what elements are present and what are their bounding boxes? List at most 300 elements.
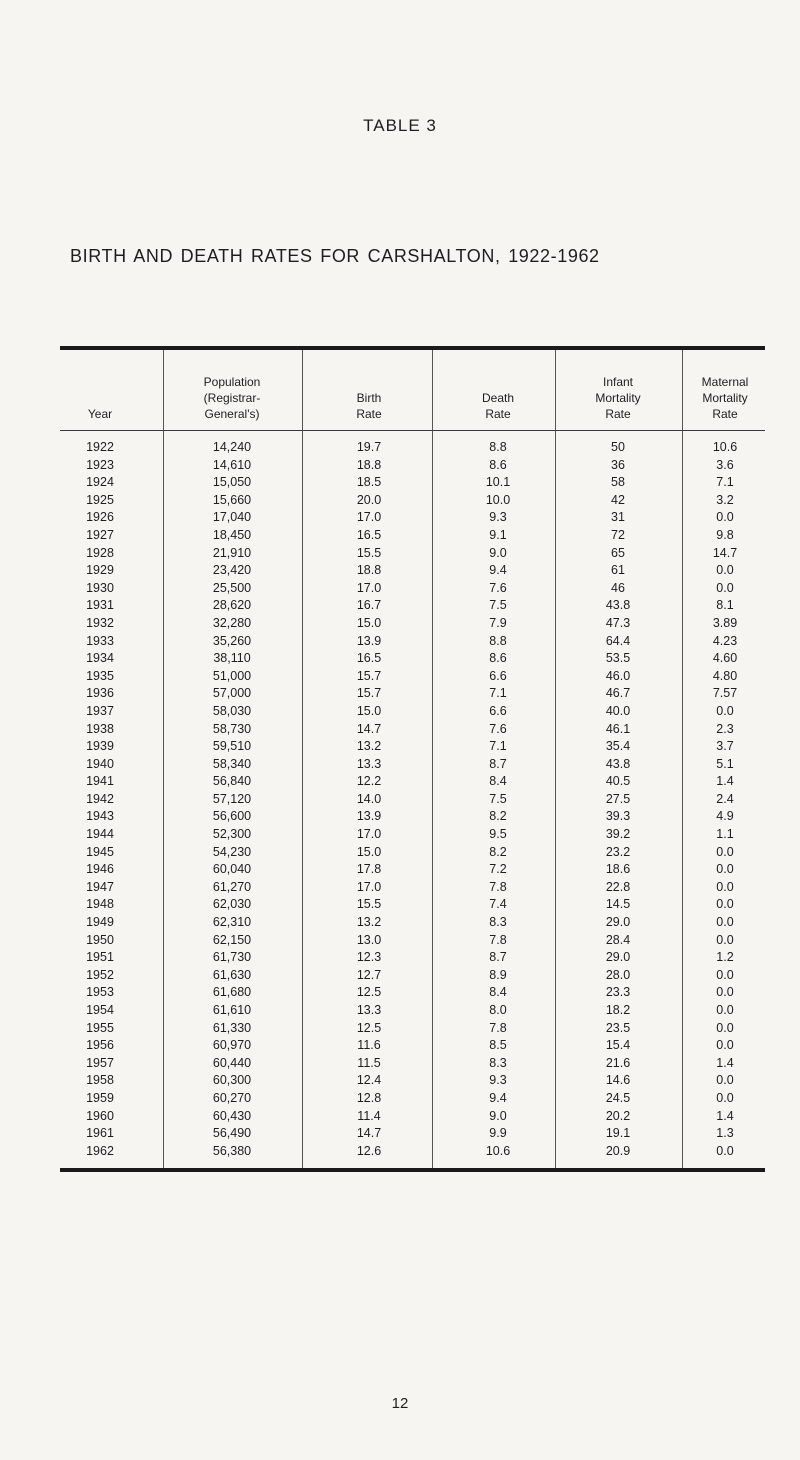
cell-maternal-mortality: 1.1: [716, 827, 734, 842]
cell-year: 1922: [86, 440, 114, 454]
cell-population: 58,730: [212, 721, 252, 736]
cell-year: 1950: [86, 932, 114, 947]
cell-birth-rate: 12.2: [356, 774, 382, 789]
cell-infant-mortality: 46: [611, 580, 625, 595]
rates-table: [60, 346, 765, 1172]
cell-death-rate: 9.0: [489, 1108, 507, 1123]
cell-population: 61,680: [212, 985, 252, 1000]
cell-maternal-mortality: 0.0: [716, 985, 734, 1000]
cell-maternal-mortality: 7.57: [712, 686, 738, 701]
cell-birth-rate: 18.8: [356, 457, 382, 472]
cell-infant-mortality: 50: [611, 440, 625, 454]
cell-maternal-mortality: 14.7: [712, 545, 738, 560]
cell-infant-mortality: 31: [611, 510, 625, 525]
cell-population: 62,150: [212, 932, 252, 947]
column-header-line: Population: [203, 375, 261, 389]
cell-population: 62,030: [212, 897, 252, 912]
table-row: [60, 492, 765, 510]
cell-birth-rate: 20.0: [356, 492, 382, 507]
column-header-death-rate: [438, 390, 558, 422]
cell-death-rate: 8.4: [489, 774, 507, 789]
cell-death-rate: 7.8: [489, 1020, 507, 1035]
cell-year: 1961: [86, 1126, 114, 1141]
column-header-line: Maternal: [701, 375, 749, 389]
cell-birth-rate: 13.9: [356, 633, 382, 648]
column-header-line: Death: [481, 391, 515, 405]
cell-infant-mortality: 39.3: [605, 809, 631, 824]
cell-infant-mortality: 18.2: [605, 1003, 631, 1017]
cell-population: 60,270: [212, 1090, 252, 1105]
cell-death-rate: 7.2: [489, 862, 507, 877]
column-header-infant-mortality: [558, 374, 678, 422]
cell-maternal-mortality: 4.80: [712, 668, 738, 683]
cell-death-rate: 7.5: [489, 598, 507, 613]
cell-maternal-mortality: 0.0: [716, 1038, 734, 1053]
cell-year: 1962: [86, 1143, 114, 1158]
cell-population: 52,300: [212, 827, 252, 842]
cell-death-rate: 10.0: [485, 492, 511, 507]
cell-birth-rate: 18.5: [356, 475, 382, 490]
cell-birth-rate: 13.2: [356, 915, 382, 930]
cell-population: 60,440: [212, 1055, 252, 1070]
cell-death-rate: 8.0: [489, 1003, 507, 1017]
table-row: [60, 474, 765, 492]
cell-population: 25,500: [212, 580, 252, 595]
cell-birth-rate: 11.6: [357, 1038, 381, 1053]
cell-maternal-mortality: 1.2: [716, 950, 734, 965]
cell-population: 61,270: [212, 879, 252, 894]
table-row: [60, 1020, 765, 1038]
cell-population: 28,620: [212, 598, 252, 613]
cell-birth-rate: 15.0: [356, 615, 382, 630]
table-row: [60, 861, 765, 879]
cell-maternal-mortality: 0.0: [716, 862, 734, 877]
cell-infant-mortality: 28.4: [605, 932, 631, 947]
cell-birth-rate: 18.8: [356, 563, 382, 578]
cell-birth-rate: 15.0: [356, 703, 382, 718]
cell-maternal-mortality: 0.0: [716, 1020, 734, 1035]
cell-maternal-mortality: 4.23: [712, 633, 738, 648]
column-header-line: Rate: [605, 407, 631, 421]
cell-death-rate: 6.6: [489, 668, 507, 683]
cell-population: 32,280: [212, 615, 252, 630]
cell-infant-mortality: 46.1: [605, 721, 631, 736]
cell-maternal-mortality: 0.0: [716, 580, 734, 595]
cell-death-rate: 7.1: [489, 686, 507, 701]
cell-year: 1940: [86, 756, 114, 771]
cell-year: 1928: [86, 545, 114, 560]
cell-infant-mortality: 23.2: [605, 844, 631, 859]
cell-population: 62,310: [212, 915, 252, 930]
cell-death-rate: 8.8: [489, 440, 507, 454]
cell-infant-mortality: 24.5: [605, 1090, 631, 1105]
cell-birth-rate: 12.8: [356, 1090, 382, 1105]
cell-infant-mortality: 14.6: [605, 1073, 631, 1088]
cell-maternal-mortality: 1.3: [716, 1126, 734, 1141]
column-header-line: Rate: [712, 407, 738, 421]
cell-maternal-mortality: 4.9: [716, 809, 734, 824]
cell-year: 1932: [86, 615, 114, 630]
table-body: [60, 431, 765, 1168]
cell-population: 57,120: [212, 791, 252, 806]
cell-death-rate: 7.4: [489, 897, 507, 912]
cell-year: 1935: [86, 668, 114, 683]
cell-birth-rate: 12.3: [356, 950, 382, 965]
cell-population: 17,040: [212, 510, 252, 525]
cell-population: 54,230: [212, 844, 252, 859]
cell-population: 61,610: [212, 1003, 252, 1017]
cell-year: 1943: [86, 809, 114, 824]
column-header-birth-rate: [309, 390, 429, 422]
cell-maternal-mortality: 3.7: [716, 739, 734, 754]
table-row: [60, 633, 765, 651]
cell-birth-rate: 15.5: [356, 897, 382, 912]
cell-birth-rate: 15.5: [356, 545, 382, 560]
cell-year: 1951: [86, 950, 114, 965]
table-row: [60, 685, 765, 703]
cell-year: 1934: [86, 651, 114, 666]
cell-year: 1939: [86, 739, 114, 754]
cell-infant-mortality: 36: [611, 457, 625, 472]
cell-year: 1923: [86, 457, 114, 472]
table-row: [60, 932, 765, 950]
table-row: [60, 457, 765, 475]
table-row: [60, 509, 765, 527]
table-bottom-rule: [60, 1168, 765, 1172]
cell-maternal-mortality: 0.0: [716, 932, 734, 947]
table-row: [60, 844, 765, 862]
cell-birth-rate: 19.7: [356, 440, 382, 454]
cell-death-rate: 7.6: [489, 721, 507, 736]
cell-infant-mortality: 65: [611, 545, 625, 560]
cell-infant-mortality: 23.3: [605, 985, 631, 1000]
table-row: [60, 914, 765, 932]
cell-maternal-mortality: 5.1: [716, 756, 734, 771]
cell-death-rate: 10.1: [485, 475, 511, 490]
cell-year: 1949: [86, 915, 114, 930]
table-row: [60, 1072, 765, 1090]
table-row: [60, 1125, 765, 1143]
table-row: [60, 650, 765, 668]
cell-population: 61,730: [212, 950, 252, 965]
cell-population: 21,910: [212, 545, 252, 560]
cell-year: 1926: [86, 510, 114, 525]
cell-birth-rate: 17.0: [356, 510, 382, 525]
cell-maternal-mortality: 1.4: [716, 1108, 734, 1123]
table-row: [60, 879, 765, 897]
cell-infant-mortality: 20.2: [605, 1108, 631, 1123]
cell-infant-mortality: 14.5: [605, 897, 631, 912]
cell-death-rate: 8.7: [489, 756, 507, 771]
cell-maternal-mortality: 0.0: [716, 844, 734, 859]
table-row: [60, 738, 765, 756]
column-header-line: Mortality: [702, 391, 748, 405]
cell-population: 60,970: [212, 1038, 252, 1053]
cell-year: 1941: [86, 774, 114, 789]
cell-year: 1957: [86, 1055, 114, 1070]
cell-year: 1931: [86, 598, 114, 613]
column-header-line: Mortality: [595, 391, 641, 405]
cell-infant-mortality: 21.6: [605, 1055, 631, 1070]
cell-population: 15,660: [212, 492, 252, 507]
cell-infant-mortality: 20.9: [605, 1143, 631, 1158]
cell-death-rate: 9.1: [489, 527, 507, 542]
cell-population: 51,000: [212, 668, 252, 683]
header-column-divider: [432, 350, 433, 430]
cell-population: 23,420: [212, 563, 252, 578]
cell-maternal-mortality: 2.3: [716, 721, 734, 736]
cell-year: 1955: [86, 1020, 114, 1035]
cell-year: 1958: [86, 1073, 114, 1088]
cell-year: 1936: [86, 686, 114, 701]
cell-birth-rate: 11.4: [357, 1108, 381, 1123]
table-number: TABLE 3: [363, 116, 437, 135]
table-row: [60, 439, 765, 457]
cell-year: 1956: [86, 1038, 114, 1053]
cell-year: 1933: [86, 633, 114, 648]
cell-population: 38,110: [213, 651, 251, 666]
cell-death-rate: 9.4: [489, 563, 507, 578]
cell-birth-rate: 11.5: [357, 1055, 381, 1070]
cell-population: 56,380: [212, 1143, 252, 1158]
cell-death-rate: 7.9: [489, 615, 507, 630]
cell-population: 35,260: [212, 633, 252, 648]
column-header-line: Year: [87, 407, 113, 421]
cell-infant-mortality: 27.5: [605, 791, 631, 806]
cell-death-rate: 8.6: [489, 651, 507, 666]
cell-infant-mortality: 29.0: [605, 950, 631, 965]
cell-population: 14,610: [212, 457, 252, 472]
cell-infant-mortality: 18.6: [605, 862, 631, 877]
table-row: [60, 1108, 765, 1126]
cell-birth-rate: 16.5: [356, 651, 382, 666]
cell-infant-mortality: 35.4: [605, 739, 631, 754]
cell-birth-rate: 13.3: [356, 756, 382, 771]
cell-maternal-mortality: 0.0: [716, 1073, 734, 1088]
cell-death-rate: 8.6: [489, 457, 507, 472]
column-header-line: (Registrar-: [203, 391, 261, 405]
header-column-divider: [163, 350, 164, 430]
cell-year: 1925: [86, 492, 114, 507]
cell-death-rate: 9.5: [489, 827, 507, 842]
table-heading: BIRTH AND DEATH RATES FOR CARSHALTON, 1922-1962: [70, 246, 600, 266]
cell-death-rate: 9.9: [489, 1126, 507, 1141]
cell-year: 1930: [86, 580, 114, 595]
cell-birth-rate: 17.8: [356, 862, 382, 877]
column-header-line: Rate: [485, 407, 511, 421]
cell-birth-rate: 12.6: [356, 1143, 382, 1158]
cell-population: 56,490: [212, 1126, 252, 1141]
cell-infant-mortality: 61: [611, 563, 625, 578]
cell-maternal-mortality: 8.1: [716, 598, 734, 613]
cell-birth-rate: 12.4: [356, 1073, 382, 1088]
cell-maternal-mortality: 9.8: [716, 527, 734, 542]
table-row: [60, 703, 765, 721]
cell-maternal-mortality: 0.0: [716, 915, 734, 930]
cell-maternal-mortality: 0.0: [716, 703, 734, 718]
table-row: [60, 562, 765, 580]
cell-population: 61,630: [212, 967, 252, 982]
cell-birth-rate: 16.5: [356, 527, 382, 542]
cell-death-rate: 8.3: [489, 915, 507, 930]
cell-population: 56,600: [212, 809, 252, 824]
table-row: [60, 756, 765, 774]
column-header-population: [167, 374, 297, 422]
cell-year: 1944: [86, 827, 114, 842]
cell-death-rate: 8.4: [489, 985, 507, 1000]
cell-infant-mortality: 23.5: [605, 1020, 631, 1035]
cell-birth-rate: 15.0: [356, 844, 382, 859]
cell-population: 60,300: [212, 1073, 252, 1088]
cell-death-rate: 8.7: [489, 950, 507, 965]
cell-population: 59,510: [212, 739, 252, 754]
cell-infant-mortality: 19.1: [605, 1126, 631, 1141]
table-row: [60, 721, 765, 739]
cell-birth-rate: 15.7: [356, 668, 382, 683]
cell-birth-rate: 13.3: [356, 1003, 382, 1017]
cell-death-rate: 7.8: [489, 932, 507, 947]
cell-birth-rate: 14.0: [356, 791, 382, 806]
cell-population: 61,330: [212, 1020, 252, 1035]
cell-year: 1960: [86, 1108, 114, 1123]
cell-death-rate: 7.5: [489, 791, 507, 806]
cell-maternal-mortality: 0.0: [716, 510, 734, 525]
cell-birth-rate: 12.7: [356, 967, 382, 982]
table-row: [60, 668, 765, 686]
cell-population: 57,000: [212, 686, 252, 701]
cell-death-rate: 8.3: [489, 1055, 507, 1070]
cell-maternal-mortality: 3.89: [712, 615, 738, 630]
cell-maternal-mortality: 1.4: [716, 1055, 734, 1070]
cell-death-rate: 8.2: [489, 809, 507, 824]
column-header-line: General's): [204, 407, 260, 421]
cell-infant-mortality: 39.2: [605, 827, 631, 842]
cell-death-rate: 9.0: [489, 545, 507, 560]
cell-year: 1929: [86, 563, 114, 578]
table-row: [60, 615, 765, 633]
cell-infant-mortality: 28.0: [605, 967, 631, 982]
cell-maternal-mortality: 0.0: [716, 879, 734, 894]
cell-death-rate: 8.9: [489, 967, 507, 982]
cell-death-rate: 9.3: [489, 1073, 507, 1088]
cell-death-rate: 9.4: [489, 1090, 507, 1105]
cell-birth-rate: 14.7: [356, 721, 382, 736]
column-header-line: Infant: [602, 375, 634, 389]
cell-infant-mortality: 15.4: [605, 1038, 631, 1053]
cell-infant-mortality: 46.0: [605, 668, 631, 683]
cell-death-rate: 7.8: [489, 879, 507, 894]
cell-death-rate: 6.6: [489, 703, 507, 718]
cell-death-rate: 7.1: [489, 739, 507, 754]
cell-infant-mortality: 43.8: [605, 598, 631, 613]
cell-population: 56,840: [212, 774, 252, 789]
cell-maternal-mortality: 7.1: [716, 475, 734, 490]
table-header: [60, 350, 765, 430]
cell-population: 15,050: [212, 475, 252, 490]
cell-year: 1948: [86, 897, 114, 912]
table-row: [60, 791, 765, 809]
table-row: [60, 773, 765, 791]
cell-infant-mortality: 46.7: [605, 686, 631, 701]
cell-birth-rate: 13.0: [356, 932, 382, 947]
cell-birth-rate: 15.7: [356, 686, 382, 701]
cell-population: 58,340: [212, 756, 252, 771]
cell-maternal-mortality: 0.0: [716, 1003, 734, 1017]
cell-year: 1945: [86, 844, 114, 859]
cell-birth-rate: 14.7: [356, 1126, 382, 1141]
cell-birth-rate: 17.0: [356, 580, 382, 595]
cell-infant-mortality: 22.8: [605, 879, 631, 894]
column-header-line: Rate: [356, 407, 382, 421]
cell-year: 1924: [86, 475, 114, 490]
cell-infant-mortality: 53.5: [605, 651, 631, 666]
cell-maternal-mortality: 0.0: [716, 563, 734, 578]
cell-year: 1953: [86, 985, 114, 1000]
cell-birth-rate: 17.0: [356, 827, 382, 842]
cell-maternal-mortality: 2.4: [716, 791, 734, 806]
cell-year: 1937: [86, 703, 114, 718]
cell-population: 60,430: [212, 1108, 252, 1123]
cell-maternal-mortality: 3.2: [716, 492, 734, 507]
cell-infant-mortality: 40.5: [605, 774, 631, 789]
cell-year: 1942: [86, 791, 114, 806]
column-header-year: [60, 406, 140, 422]
table-row: [60, 1055, 765, 1073]
cell-year: 1927: [86, 527, 114, 542]
cell-birth-rate: 12.5: [356, 1020, 382, 1035]
table-row: [60, 545, 765, 563]
cell-year: 1938: [86, 721, 114, 736]
table-row: [60, 1143, 765, 1161]
cell-maternal-mortality: 0.0: [716, 1143, 734, 1158]
table-row: [60, 1090, 765, 1108]
cell-maternal-mortality: 3.6: [716, 457, 734, 472]
cell-birth-rate: 12.5: [356, 985, 382, 1000]
cell-population: 14,240: [212, 440, 252, 454]
table-row: [60, 1002, 765, 1020]
cell-infant-mortality: 42: [611, 492, 625, 507]
cell-infant-mortality: 29.0: [605, 915, 631, 930]
cell-birth-rate: 16.7: [356, 598, 382, 613]
table-row: [60, 527, 765, 545]
table-row: [60, 826, 765, 844]
cell-population: 58,030: [212, 703, 252, 718]
cell-maternal-mortality: 0.0: [716, 897, 734, 912]
cell-year: 1954: [86, 1003, 114, 1017]
cell-infant-mortality: 58: [611, 475, 625, 490]
table-row: [60, 808, 765, 826]
cell-population: 60,040: [212, 862, 252, 877]
column-header-line: Birth: [356, 391, 382, 405]
cell-death-rate: 8.8: [489, 633, 507, 648]
cell-death-rate: 8.5: [489, 1038, 507, 1053]
cell-death-rate: 10.6: [485, 1143, 511, 1158]
cell-death-rate: 7.6: [489, 580, 507, 595]
table-row: [60, 896, 765, 914]
table-row: [60, 949, 765, 967]
cell-maternal-mortality: 10.6: [712, 440, 738, 454]
cell-death-rate: 9.3: [489, 510, 507, 525]
cell-birth-rate: 13.2: [356, 739, 382, 754]
cell-maternal-mortality: 0.0: [716, 967, 734, 982]
cell-year: 1946: [86, 862, 114, 877]
table-row: [60, 580, 765, 598]
cell-year: 1959: [86, 1090, 114, 1105]
cell-maternal-mortality: 4.60: [712, 651, 738, 666]
cell-maternal-mortality: 1.4: [716, 774, 734, 789]
cell-infant-mortality: 72: [611, 527, 625, 542]
cell-infant-mortality: 40.0: [605, 703, 631, 718]
